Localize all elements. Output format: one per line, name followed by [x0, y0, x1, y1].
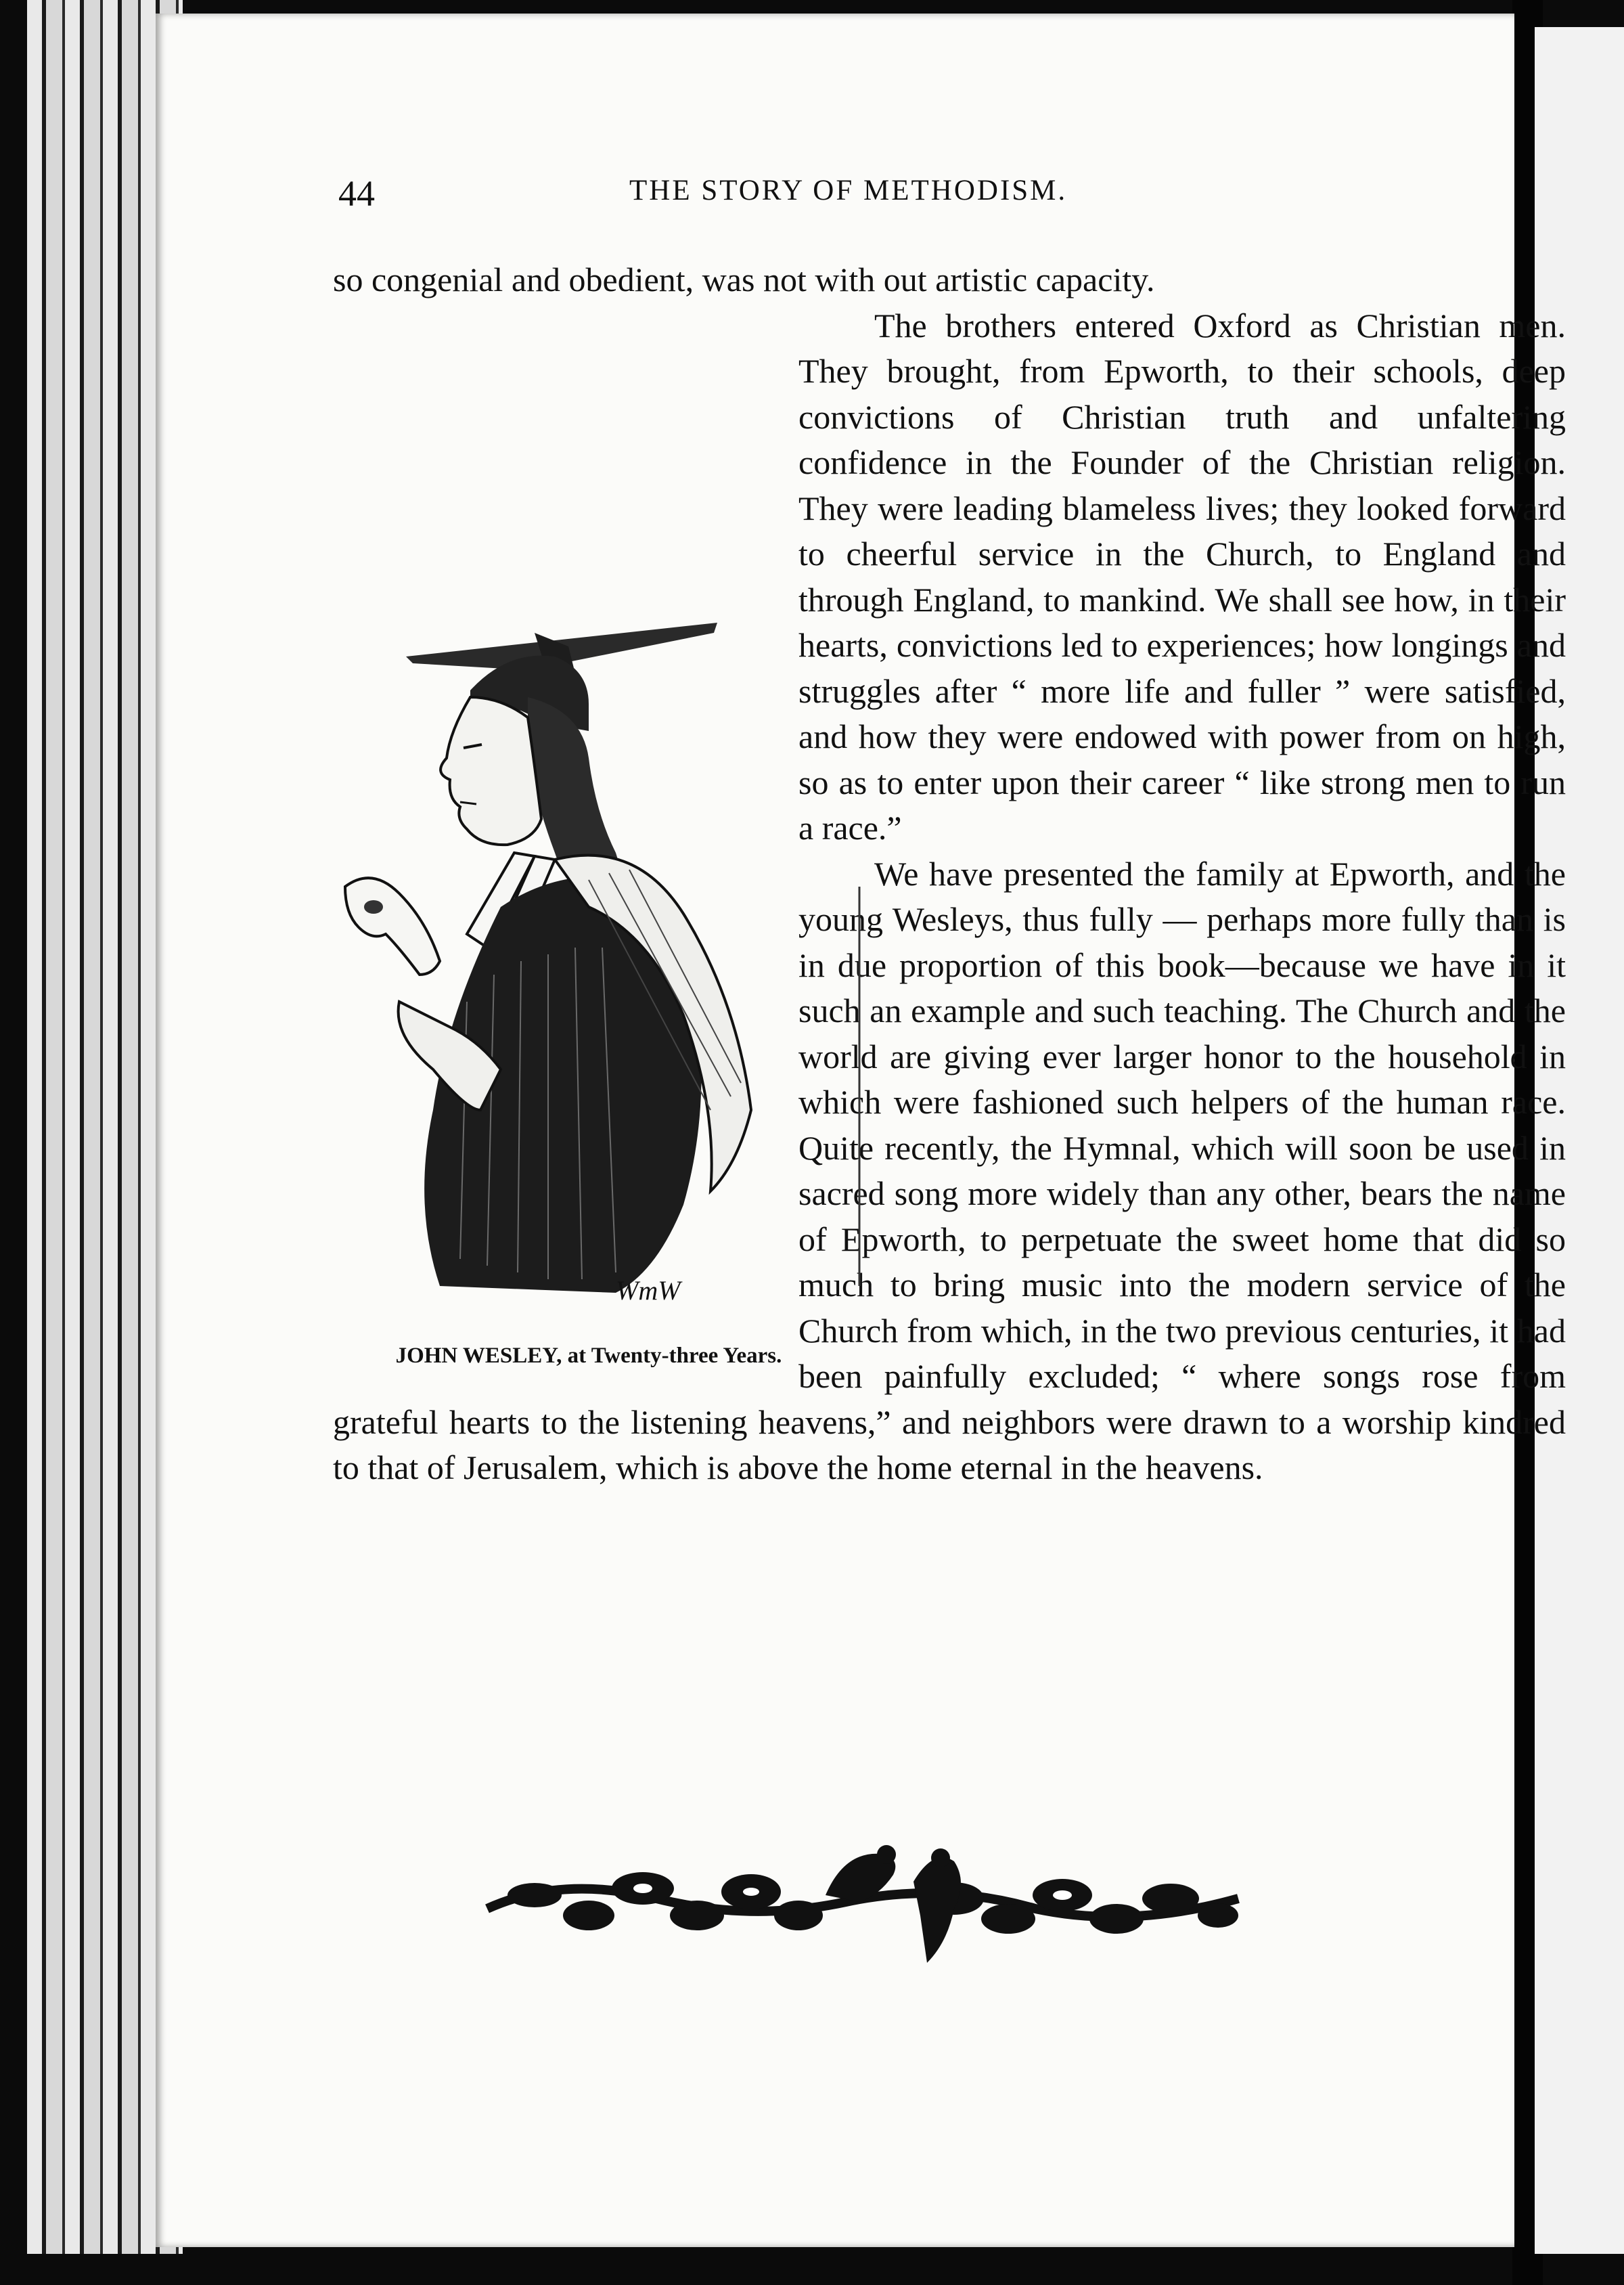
- running-head: [156, 173, 1514, 220]
- book-page: [156, 14, 1566, 2247]
- running-title: THE STORY OF METHODISM.: [629, 175, 1068, 206]
- page-number: 44: [338, 173, 375, 214]
- paragraph-oxford-text: The brothers entered Oxford as Christian men. They brought, from Epworth, to their schools, deep convictions of Christian truth and unfaltering confidence in the Founder of the Christian religion. They were leading blameless lives; they looked forward to cheerful service in the Church, to England and through England, to mankind. We shall see how, in their hearts, convictions led to experiences; how longings and struggles after “ more life and fuller ” were satisfied, and how they were endowed with power from on high, so as to enter upon their career “ like strong men to run a race.”: [798, 306, 1566, 847]
- paragraph-epworth: We have presented the family at Epworth, and the young Wesleys, thus fully — perhaps more fully than is in due proportion of this book—because we have in it such an example and such teaching. The Church and the world are giving ever larger honor to the household in which were fashioned such helpers of the human race. Quite recently, the Hymnal, which will soon be used in sacred song more widely than any other, bears the name of Epworth, to perpetuate the sweet home that did so much to bring music into the modern service of the Church from which, in the two previous centuries, it had been painfully excluded; “ where songs rose from grateful hearts to the listening heavens,” and neighbors were drawn to a worship kindred to that of Jerusalem, which is above the home eternal in the heavens.: [333, 854, 1566, 1486]
- figure-caption: JOHN WESLEY, at Twenty-three Years.: [395, 1344, 782, 1368]
- portrait-illustration: [332, 596, 1022, 1408]
- engraving-john-wesley: [332, 596, 1022, 1327]
- floral-bird-ornament: [480, 1834, 1252, 1970]
- engraver-signature: WmW: [616, 1275, 681, 1306]
- paragraph-continued: so congenial and obedient, was not with out artistic capacity.: [333, 261, 1155, 298]
